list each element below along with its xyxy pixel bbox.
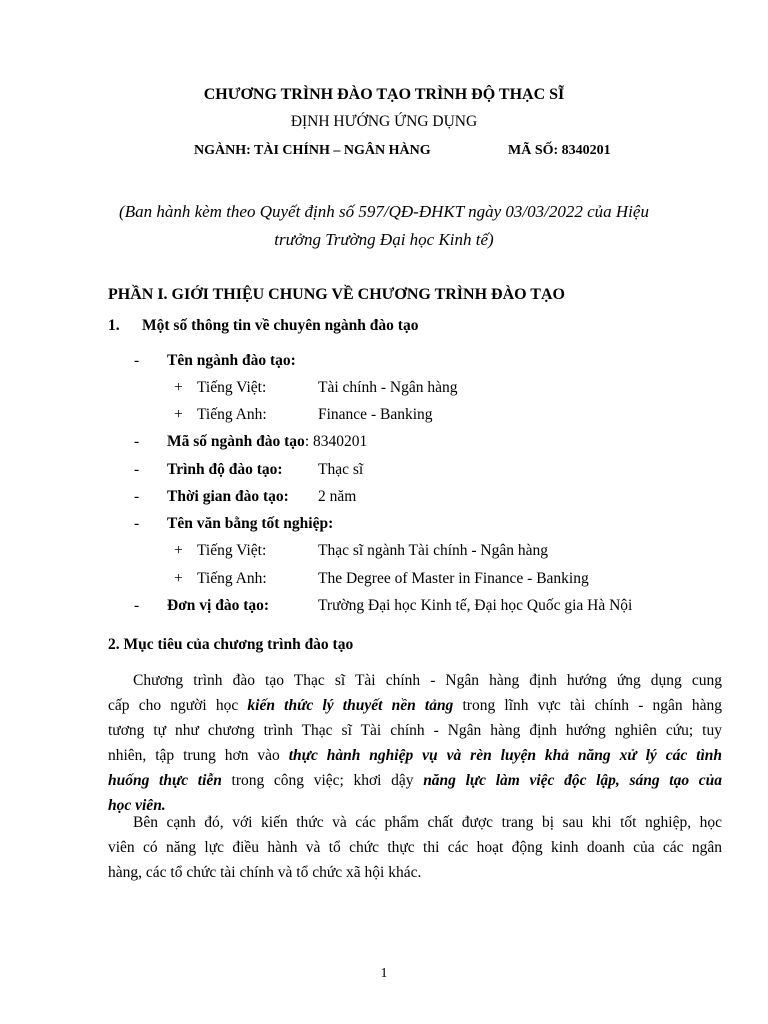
duration-value: 2 năm — [318, 488, 357, 505]
text-line: tương tự như chương trình Thạc sĩ Tài chính - Ngân hàng định hướng nghiên cứu; tuy — [108, 722, 722, 739]
code-line: MÃ SỐ: 8340201 — [508, 143, 611, 158]
major-name-label: Tên ngành đào tạo: — [167, 352, 296, 369]
text-run: nhiên, tập trung hơn vào — [108, 747, 289, 764]
vi-label: Tiếng Việt: — [197, 379, 267, 396]
code-value: : 8340201 — [304, 433, 368, 450]
level-label: Trình độ đào tạo: — [167, 461, 283, 478]
plus-bullet: + — [174, 542, 183, 559]
emphasis-text: huống thực tiễn — [108, 772, 222, 789]
text-line: Chương trình đào tạo Thạc sĩ Tài chính - Ngân hàng định hướng ứng dụng cung — [133, 672, 722, 689]
en-label: Tiếng Anh: — [197, 406, 267, 423]
section1-number: 1. — [108, 317, 120, 334]
dash-bullet: - — [134, 515, 140, 532]
dash-bullet: - — [134, 488, 140, 505]
degree-en-label: Tiếng Anh: — [197, 570, 267, 587]
major-line: NGÀNH: TÀI CHÍNH – NGÂN HÀNG — [194, 143, 431, 158]
en-value: Finance - Banking — [318, 406, 433, 423]
degree-vi-value: Thạc sĩ ngành Tài chính - Ngân hàng — [318, 542, 548, 559]
plus-bullet: + — [174, 406, 183, 423]
decree-line-2: trưởng Trường Đại học Kinh tế) — [274, 230, 494, 249]
emphasis-text: học viên. — [108, 797, 166, 814]
text-line — [108, 768, 722, 793]
page-number: 1 — [380, 966, 388, 981]
plus-bullet: + — [174, 570, 183, 587]
text-run: trong lĩnh vực tài chính - ngân hàng — [453, 697, 722, 714]
degree-vi-label: Tiếng Việt: — [197, 542, 267, 559]
degree-label: Tên văn bằng tốt nghiệp: — [167, 515, 334, 532]
unit-label: Đơn vị đào tạo: — [167, 597, 270, 614]
section1-title: Một số thông tin về chuyên ngành đào tạo — [142, 317, 419, 334]
decree-line-1: (Ban hành kèm theo Quyết định số 597/QĐ-ĐHKT ngày 03/03/2022 của Hiệu — [119, 202, 649, 221]
level-value: Thạc sĩ — [318, 461, 364, 478]
text-line: viên có năng lực điều hành và tổ chức thực thi các hoạt động kinh doanh của các ngân — [108, 839, 722, 856]
emphasis-text: thực hành nghiệp vụ và rèn luyện khả năng xử lý các tình — [288, 747, 723, 764]
vi-value: Tài chính - Ngân hàng — [318, 379, 458, 396]
code-label: Mã số ngành đào tạo — [167, 433, 305, 450]
text-run: cấp cho người học — [108, 697, 248, 714]
duration-label: Thời gian đào tạo: — [167, 488, 289, 505]
text-line — [108, 693, 722, 718]
text-line — [108, 743, 722, 768]
emphasis-text: kiến thức lý thuyết nền tảng — [247, 697, 454, 714]
emphasis-text: năng lực làm việc độc lập, sáng tạo của — [423, 772, 722, 789]
text-line: Bên cạnh đó, với kiến thức và các phẩm chất được trang bị sau khi tốt nghiệp, học — [133, 814, 722, 831]
objective-paragraph-2 — [108, 810, 722, 885]
document-title: CHƯƠNG TRÌNH ĐÀO TẠO TRÌNH ĐỘ THẠC SĨ — [203, 86, 565, 103]
dash-bullet: - — [134, 461, 140, 478]
plus-bullet: + — [174, 379, 183, 396]
dash-bullet: - — [134, 433, 140, 450]
degree-en-value: The Degree of Master in Finance - Banking — [318, 570, 589, 587]
text-run: trong công việc; khơi dậy — [221, 772, 424, 789]
dash-bullet: - — [134, 597, 140, 614]
part1-heading: PHẦN I. GIỚI THIỆU CHUNG VỀ CHƯƠNG TRÌNH ĐÀO TẠO — [108, 286, 565, 303]
text-line: hàng, các tổ chức tài chính và tổ chức xã hội khác. — [108, 864, 422, 881]
objective-paragraph-1 — [108, 668, 722, 818]
document-subtitle: ĐỊNH HƯỚNG ỨNG DỤNG — [290, 113, 478, 130]
dash-bullet: - — [134, 352, 140, 369]
section2-title: 2. Mục tiêu của chương trình đào tạo — [108, 636, 354, 653]
unit-value: Trường Đại học Kinh tế, Đại học Quốc gia Hà Nội — [318, 597, 633, 614]
